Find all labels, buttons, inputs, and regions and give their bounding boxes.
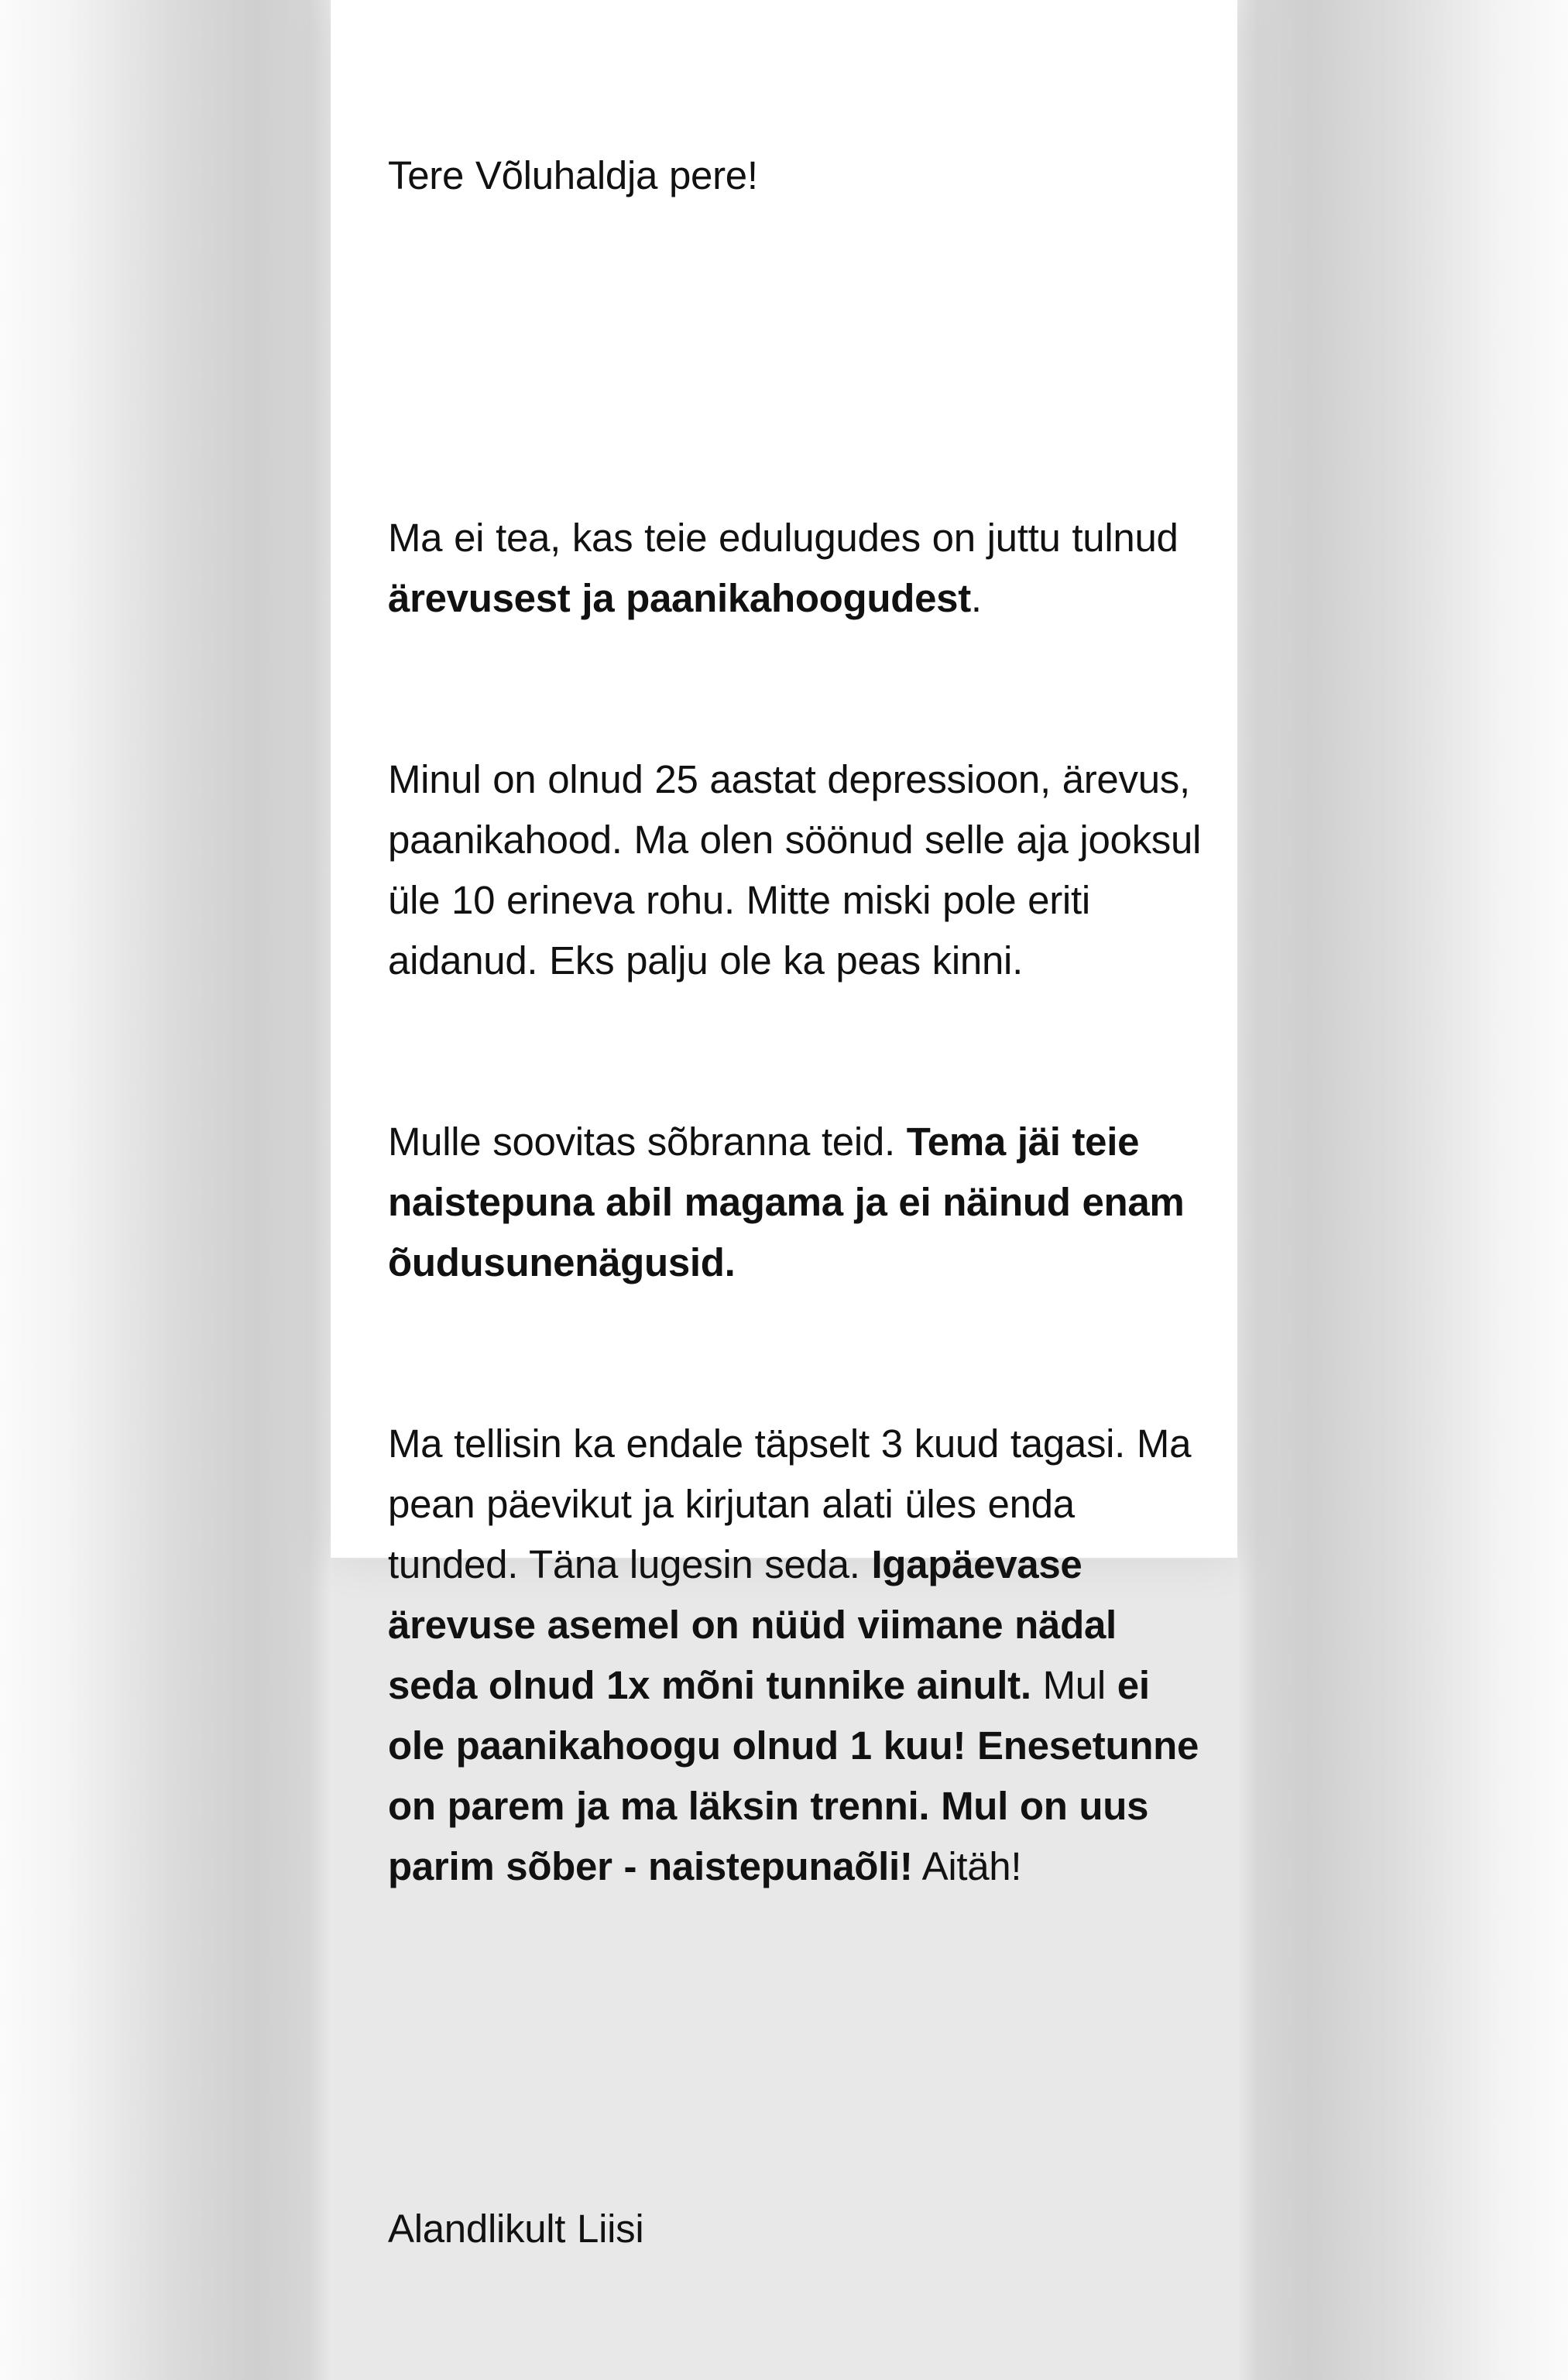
text-segment: Ma ei tea, kas teie edulugudes on juttu tulnud <box>388 516 1190 560</box>
bold-segment: ei ole paanikahoogu olnud 1 kuu! Enesetunne on parem ja ma läksin trenni. Mul on uus parim sõber - naistepunaõli! <box>388 1663 1210 1888</box>
message-card <box>331 0 1237 2251</box>
testimonial-message <box>388 25 1213 2380</box>
text-segment: Ma tellisin ka endale täpselt 3 kuud tagasi. Ma pean päevikut ja kirjutan alati üles enda tunded. Täna lugesin seda. <box>388 1421 1203 1586</box>
paragraph-4 <box>388 1414 1209 1897</box>
text-segment: Mul <box>1031 1663 1117 1707</box>
text-segment: Mulle soovitas sõbranna teid. <box>388 1120 907 1164</box>
text-segment: . <box>970 576 982 620</box>
paragraph-1 <box>388 508 1209 629</box>
text-segment: Aitäh! <box>912 1844 1022 1888</box>
bold-segment: ärevusest ja paanikahoogudest <box>388 576 971 620</box>
paragraph-gap <box>388 2018 1209 2078</box>
bold-segment: Tema jäi teie naistepuna abil magama ja ei näinud enam õudusunenägusid. <box>388 1120 1196 1284</box>
paragraph-2: Minul on olnud 25 aastat depressioon, ärevus, paanikahood. Ma olen söönud selle aja jooksul üle 10 erineva rohu. Mitte miski pole eriti aidanud. Eks palju ole ka peas kinni. <box>388 757 1213 983</box>
greeting-line: Tere Võluhaldja pere! <box>388 153 758 197</box>
bold-segment: Igapäevase ärevuse asemel on nüüd viimane nädal seda olnud 1x mõni tunnike ainult. <box>388 1542 1128 1707</box>
paragraph-3 <box>388 1112 1209 1293</box>
signature-line: Alandlikult Liisi <box>388 2207 644 2251</box>
paragraph-gap <box>388 327 1209 387</box>
